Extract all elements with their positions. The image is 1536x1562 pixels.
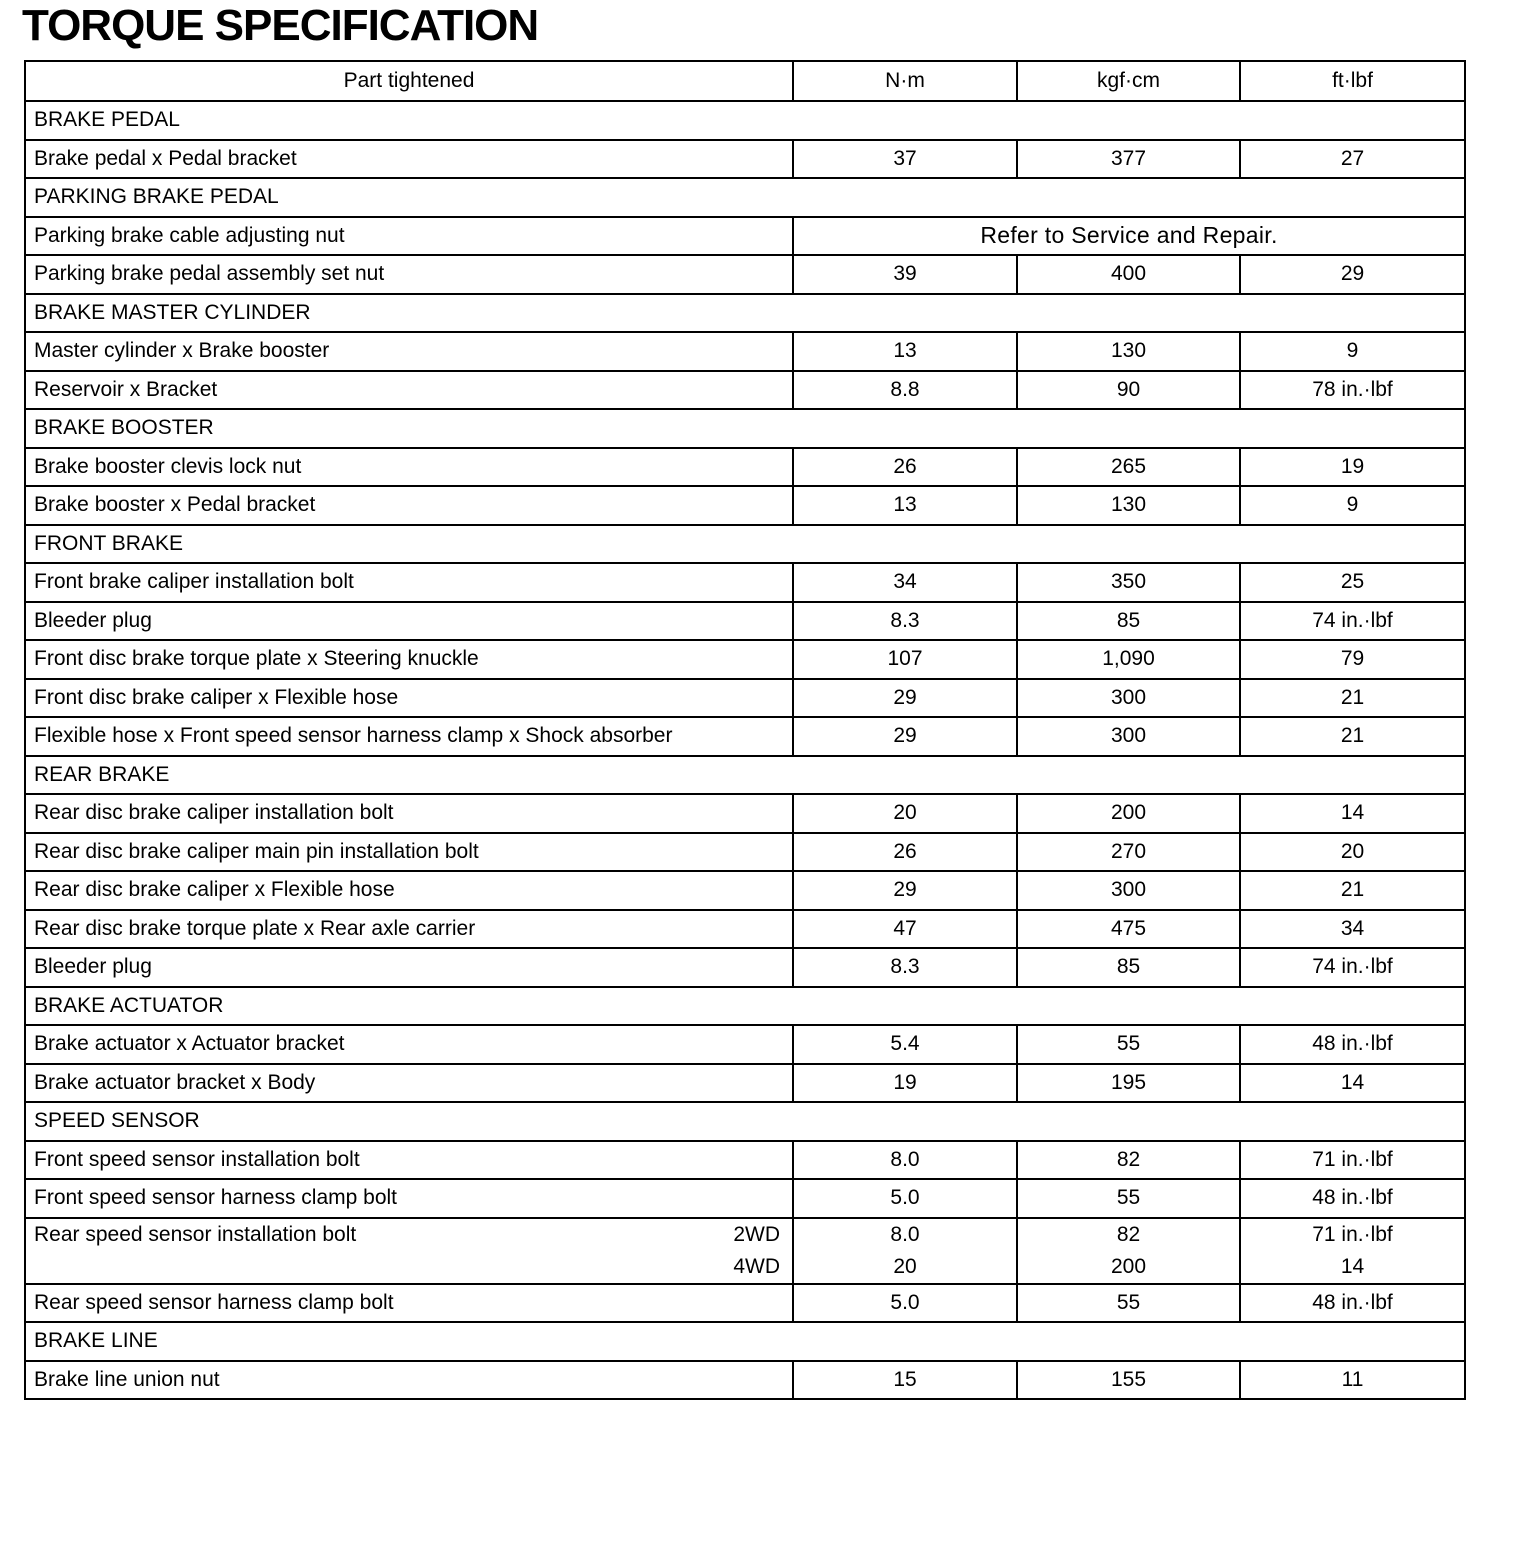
kgfcm-cell: 85 — [1017, 602, 1240, 641]
part-cell: Rear disc brake torque plate x Rear axle carrier — [25, 910, 793, 949]
kgfcm-cell: 265 — [1017, 448, 1240, 487]
part-cell: Brake actuator x Actuator bracket — [25, 1025, 793, 1064]
table-row — [25, 217, 1465, 256]
ftlbf-cell: 27 — [1240, 140, 1465, 179]
part-cell: Rear disc brake caliper main pin installation bolt — [25, 833, 793, 872]
kgfcm-value: 82 — [1116, 1222, 1141, 1246]
part-cell: Master cylinder x Brake booster — [25, 332, 793, 371]
nm-cell: 8.8 — [793, 371, 1017, 410]
ftlbf-cell: 9 — [1240, 332, 1465, 371]
table-row — [25, 1218, 1465, 1284]
ftlbf-cell: 34 — [1240, 910, 1465, 949]
part-cell: Flexible hose x Front speed sensor harness clamp x Shock absorber — [25, 717, 793, 756]
part-cell: Brake pedal x Pedal bracket — [25, 140, 793, 179]
table-row — [25, 448, 1465, 487]
section-row — [25, 409, 1465, 448]
kgfcm-cell: 130 — [1017, 486, 1240, 525]
kgfcm-cell: 55 — [1017, 1284, 1240, 1323]
kgfcm-cell — [1017, 1218, 1240, 1284]
kgfcm-cell: 85 — [1017, 948, 1240, 987]
part-cell: Bleeder plug — [25, 602, 793, 641]
section-label: FRONT BRAKE — [25, 525, 1465, 564]
table-row — [25, 140, 1465, 179]
part-cell: Front speed sensor installation bolt — [25, 1141, 793, 1180]
ftlbf-cell: 48 in.·lbf — [1240, 1179, 1465, 1218]
header-ftlbf: ft·lbf — [1240, 61, 1465, 101]
kgfcm-cell: 300 — [1017, 679, 1240, 718]
table-row — [25, 1025, 1465, 1064]
table-row — [25, 371, 1465, 410]
nm-cell: 8.0 — [793, 1141, 1017, 1180]
header-part: Part tightened — [25, 61, 793, 101]
part-cell: Reservoir x Bracket — [25, 371, 793, 410]
table-row — [25, 717, 1465, 756]
nm-cell: 39 — [793, 255, 1017, 294]
part-cell: Brake booster clevis lock nut — [25, 448, 793, 487]
section-label: BRAKE ACTUATOR — [25, 987, 1465, 1026]
kgfcm-cell: 300 — [1017, 717, 1240, 756]
ftlbf-cell: 11 — [1240, 1361, 1465, 1400]
nm-cell: 29 — [793, 871, 1017, 910]
torque-spec-table — [24, 60, 1466, 1400]
ftlbf-cell: 21 — [1240, 717, 1465, 756]
table-row — [25, 640, 1465, 679]
ftlbf-cell: 9 — [1240, 486, 1465, 525]
table-row — [25, 1064, 1465, 1103]
kgfcm-cell: 130 — [1017, 332, 1240, 371]
table-row — [25, 679, 1465, 718]
kgfcm-cell: 155 — [1017, 1361, 1240, 1400]
ftlbf-cell: 71 in.·lbf — [1240, 1141, 1465, 1180]
part-cell: Front speed sensor harness clamp bolt — [25, 1179, 793, 1218]
table-row — [25, 563, 1465, 602]
section-label: BRAKE MASTER CYLINDER — [25, 294, 1465, 333]
table-row — [25, 948, 1465, 987]
section-row — [25, 294, 1465, 333]
variant-label: 4WD — [733, 1254, 780, 1278]
ftlbf-cell: 21 — [1240, 679, 1465, 718]
section-row — [25, 1102, 1465, 1141]
nm-cell: 13 — [793, 332, 1017, 371]
nm-cell: 26 — [793, 448, 1017, 487]
ftlbf-cell: 79 — [1240, 640, 1465, 679]
ftlbf-cell: 21 — [1240, 871, 1465, 910]
part-cell: Rear disc brake caliper installation bolt — [25, 794, 793, 833]
nm-value: 20 — [893, 1254, 917, 1278]
table-row — [25, 910, 1465, 949]
nm-cell: 19 — [793, 1064, 1017, 1103]
nm-cell: 47 — [793, 910, 1017, 949]
kgfcm-cell: 55 — [1017, 1179, 1240, 1218]
ftlbf-cell: 29 — [1240, 255, 1465, 294]
nm-cell: 5.4 — [793, 1025, 1017, 1064]
section-row — [25, 987, 1465, 1026]
part-cell: Front disc brake torque plate x Steering knuckle — [25, 640, 793, 679]
kgfcm-cell: 1,090 — [1017, 640, 1240, 679]
variant-label: 2WD — [733, 1222, 780, 1246]
section-label: BRAKE PEDAL — [25, 101, 1465, 140]
part-cell: Brake actuator bracket x Body — [25, 1064, 793, 1103]
table-row — [25, 332, 1465, 371]
kgfcm-cell: 200 — [1017, 794, 1240, 833]
nm-cell: 20 — [793, 794, 1017, 833]
kgfcm-cell: 195 — [1017, 1064, 1240, 1103]
ftlbf-value: 14 — [1340, 1254, 1365, 1278]
table-row — [25, 871, 1465, 910]
table-row — [25, 794, 1465, 833]
section-row — [25, 756, 1465, 795]
part-label: Rear speed sensor installation bolt — [34, 1222, 357, 1246]
ftlbf-cell — [1240, 1218, 1465, 1284]
page-title: TORQUE SPECIFICATION — [22, 1, 539, 50]
table-row — [25, 1141, 1465, 1180]
nm-cell: 8.3 — [793, 602, 1017, 641]
part-cell: Parking brake pedal assembly set nut — [25, 255, 793, 294]
part-cell — [25, 1218, 793, 1284]
table-row — [25, 1361, 1465, 1400]
section-label: REAR BRAKE — [25, 756, 1465, 795]
table-body — [25, 101, 1465, 1399]
ftlbf-cell: 74 in.·lbf — [1240, 948, 1465, 987]
table-row — [25, 255, 1465, 294]
table-row — [25, 602, 1465, 641]
table-row — [25, 1284, 1465, 1323]
kgfcm-cell: 270 — [1017, 833, 1240, 872]
ftlbf-cell: 48 in.·lbf — [1240, 1284, 1465, 1323]
table-row — [25, 486, 1465, 525]
kgfcm-cell: 377 — [1017, 140, 1240, 179]
kgfcm-cell: 400 — [1017, 255, 1240, 294]
nm-value: 8.0 — [890, 1222, 920, 1246]
header-kgfcm: kgf·cm — [1017, 61, 1240, 101]
ftlbf-cell: 19 — [1240, 448, 1465, 487]
part-cell: Brake booster x Pedal bracket — [25, 486, 793, 525]
ftlbf-cell: 25 — [1240, 563, 1465, 602]
section-row — [25, 1322, 1465, 1361]
kgfcm-cell: 475 — [1017, 910, 1240, 949]
table-row — [25, 833, 1465, 872]
nm-cell: 29 — [793, 679, 1017, 718]
ftlbf-cell: 78 in.·lbf — [1240, 371, 1465, 410]
nm-cell: 5.0 — [793, 1179, 1017, 1218]
note-cell: Refer to Service and Repair. — [793, 217, 1465, 256]
part-cell: Rear disc brake caliper x Flexible hose — [25, 871, 793, 910]
kgfcm-cell: 82 — [1017, 1141, 1240, 1180]
kgfcm-value: 200 — [1110, 1254, 1147, 1278]
section-label: SPEED SENSOR — [25, 1102, 1465, 1141]
kgfcm-cell: 350 — [1017, 563, 1240, 602]
table-row — [25, 1179, 1465, 1218]
section-label: PARKING BRAKE PEDAL — [25, 178, 1465, 217]
ftlbf-cell: 20 — [1240, 833, 1465, 872]
part-cell: Bleeder plug — [25, 948, 793, 987]
section-row — [25, 178, 1465, 217]
header-row — [25, 61, 1465, 101]
part-cell: Front brake caliper installation bolt — [25, 563, 793, 602]
section-label: BRAKE LINE — [25, 1322, 1465, 1361]
kgfcm-cell: 300 — [1017, 871, 1240, 910]
variant-labels — [733, 1219, 784, 1283]
section-row — [25, 525, 1465, 564]
header-nm: N·m — [793, 61, 1017, 101]
nm-cell: 34 — [793, 563, 1017, 602]
kgfcm-cell: 55 — [1017, 1025, 1240, 1064]
part-cell: Brake line union nut — [25, 1361, 793, 1400]
nm-cell: 8.3 — [793, 948, 1017, 987]
part-cell: Rear speed sensor harness clamp bolt — [25, 1284, 793, 1323]
nm-cell: 29 — [793, 717, 1017, 756]
ftlbf-cell: 74 in.·lbf — [1240, 602, 1465, 641]
ftlbf-value: 71 in.·lbf — [1312, 1222, 1393, 1246]
part-cell: Parking brake cable adjusting nut — [25, 217, 793, 256]
nm-cell — [793, 1218, 1017, 1284]
kgfcm-cell: 90 — [1017, 371, 1240, 410]
ftlbf-cell: 14 — [1240, 794, 1465, 833]
section-label: BRAKE BOOSTER — [25, 409, 1465, 448]
nm-cell: 107 — [793, 640, 1017, 679]
ftlbf-cell: 14 — [1240, 1064, 1465, 1103]
nm-cell: 5.0 — [793, 1284, 1017, 1323]
section-row — [25, 101, 1465, 140]
nm-cell: 26 — [793, 833, 1017, 872]
nm-cell: 15 — [793, 1361, 1017, 1400]
nm-cell: 37 — [793, 140, 1017, 179]
ftlbf-cell: 48 in.·lbf — [1240, 1025, 1465, 1064]
part-cell: Front disc brake caliper x Flexible hose — [25, 679, 793, 718]
nm-cell: 13 — [793, 486, 1017, 525]
